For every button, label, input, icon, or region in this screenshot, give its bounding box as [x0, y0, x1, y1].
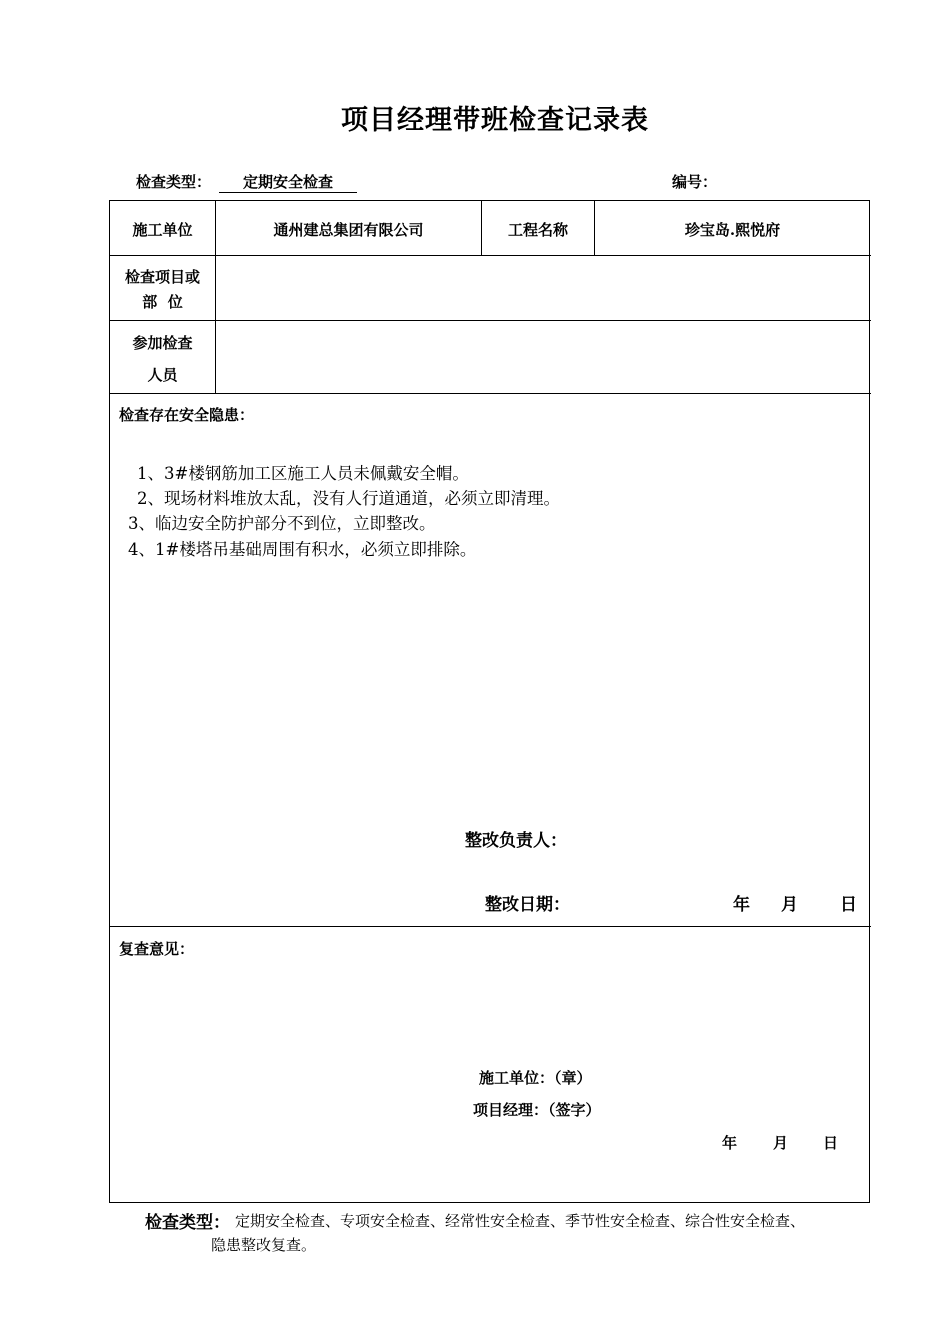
hazards-label: 检查存在安全隐患：	[119, 406, 255, 424]
review-opinion-label: 复查意见：	[119, 940, 195, 958]
participants-label-line1: 参加检查	[132, 334, 193, 352]
review-year: 年	[722, 1134, 738, 1152]
construction-unit-value[interactable]: 通州建总集团有限公司	[273, 221, 424, 239]
rectification-responsible-label: 整改负责人：	[465, 831, 567, 851]
rectification-month: 月	[781, 895, 798, 915]
footer-type-list-line1: 定期安全检查、专项安全检查、经常性安全检查、季节性安全检查、综合性安全检查、	[235, 1212, 806, 1230]
hazard-item: 3、临边安全防护部分不到位，立即整改。	[128, 514, 436, 533]
hazard-item: 4、1#楼塔吊基础周围有积水，必须立即排除。	[128, 540, 477, 559]
construction-unit-label: 施工单位	[132, 221, 193, 239]
hazard-item: 1、3#楼钢筋加工区施工人员未佩戴安全帽。	[137, 464, 469, 483]
rectification-day: 日	[840, 895, 857, 915]
review-unit-sign: 施工单位：（章）	[479, 1069, 592, 1087]
inspection-item-field[interactable]	[216, 256, 870, 320]
inspection-type-label: 检查类型：	[136, 173, 212, 191]
inspection-type-value	[219, 171, 357, 193]
project-name-value[interactable]: 珍宝岛.熙悦府	[684, 221, 781, 239]
rectification-year: 年	[733, 895, 750, 915]
inspection-item-label-line1: 检查项目或	[124, 268, 200, 286]
project-name-label: 工程名称	[507, 221, 568, 239]
review-day: 日	[823, 1134, 839, 1152]
footer-type-label: 检查类型：	[145, 1213, 230, 1233]
inspection-type-field[interactable]: 定期安全检查	[219, 171, 357, 193]
rectification-date-label: 整改日期：	[485, 895, 570, 915]
review-month: 月	[773, 1134, 789, 1152]
participants-label-line2: 人员	[147, 366, 178, 384]
hazard-item: 2、现场材料堆放太乱，没有人行道通道，必须立即清理。	[137, 489, 560, 508]
record-number-label: 编号：	[672, 173, 718, 191]
participants-field[interactable]	[216, 321, 870, 393]
review-manager-sign: 项目经理：（签字）	[473, 1101, 601, 1119]
page-title: 项目经理带班检查记录表	[341, 105, 649, 136]
footer-type-list-line2: 隐患整改复查。	[211, 1236, 317, 1254]
inspection-item-label-line2: 部 位	[142, 293, 183, 311]
row-divider	[109, 926, 871, 927]
row-divider	[109, 393, 871, 394]
